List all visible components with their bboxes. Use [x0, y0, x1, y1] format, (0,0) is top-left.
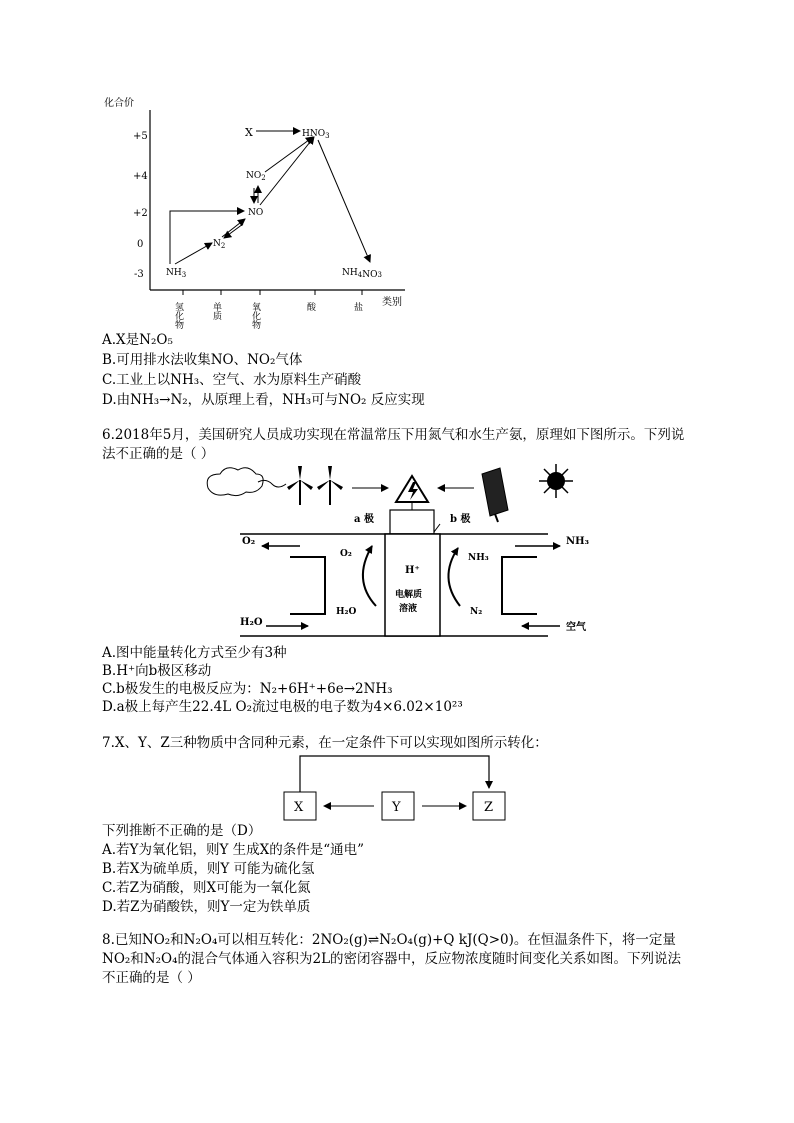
- x-cat-hydride: 氢化物: [173, 302, 183, 329]
- q7-option-a: A.若Y为氧化铝，则Y 生成X的条件是“通电”: [102, 842, 365, 858]
- h2o-in-label: H₂O: [336, 607, 357, 617]
- nh3-in-label: NH₃: [468, 553, 489, 563]
- y-tick: 0: [137, 239, 144, 250]
- y-tick: -3: [134, 269, 144, 280]
- q8-stem: 8.已知NO₂和N₂O₄可以相互转化：2NO₂(g)⇌N₂O₄(g)+Q kJ(Q>0)。在恒温条件下，将一定量NO₂和N₂O₄的混合气体通入容积为2L的密闭容器中，反应物浓度随时间变化关系如图。下列说法不正确的是（ ）: [102, 932, 682, 986]
- nh3-out-label: NH₃: [566, 536, 589, 547]
- n2-in-label: N₂: [470, 607, 483, 617]
- q6-option-d: D.a极上每产生22.4L O₂流过电极的电子数为4×6.02×10²³: [102, 699, 463, 715]
- q5-option-d: D.由NH₃→N₂，从原理上看，NH₃可与NO₂ 反应实现: [102, 392, 425, 408]
- b-pole-label: b 极: [450, 514, 471, 525]
- x-axis-label: 类别: [382, 297, 402, 308]
- x-cat-element: 单质: [211, 302, 221, 320]
- a-pole-label: a 极: [354, 514, 374, 525]
- x-cat-oxide: 氧化物: [250, 302, 260, 329]
- valence-class-chart: [0, 0, 794, 330]
- ammonia-synthesis-diagram: [0, 460, 794, 660]
- hplus-label: H⁺: [405, 565, 420, 576]
- q5-option-a: A.X是N₂O₅: [102, 332, 173, 348]
- electrolyte-label-1: 电解质: [395, 590, 423, 600]
- q6-option-b: B.H⁺向b极区移动: [102, 663, 212, 679]
- o2-in-label: O₂: [340, 549, 352, 559]
- electrolyte-label-2: 溶液: [399, 604, 418, 614]
- air-right-label: 空气: [566, 622, 586, 633]
- y-tick: +4: [133, 171, 148, 182]
- box-y-label: Y: [392, 800, 401, 815]
- sun-icon: [539, 464, 573, 498]
- box-x-label: X: [294, 800, 304, 815]
- solar-panel-icon: [482, 468, 508, 522]
- species-hno3: $HNO_3$: [302, 129, 330, 140]
- q7-prompt: 下列推断不正确的是（D）: [102, 823, 262, 839]
- q6-stem: 6.2018年5月，美国研究人员成功实现在常温常压下用氮气和水生产氨，原理如下图所示。下列说法不正确的是（ ）: [102, 427, 685, 462]
- species-n2: $N_2$: [213, 239, 226, 250]
- y-tick: +2: [133, 208, 148, 219]
- o2-out-label: O₂: [242, 536, 256, 547]
- q7-option-b: B.若X为硫单质，则Y 可能为硫化氢: [102, 861, 315, 877]
- q6-option-c: C.b极发生的电极反应为：N₂+6H⁺+6e→2NH₃: [102, 681, 393, 697]
- high-voltage-icon: [396, 476, 428, 510]
- x-cat-salt: 盐: [352, 302, 362, 311]
- wind-turbine-icon: [287, 466, 343, 505]
- species-no2: $NO_2$: [246, 171, 266, 182]
- y-axis-label: 化合价: [104, 98, 134, 109]
- species-no: NO: [248, 208, 264, 218]
- xyz-conversion-diagram: [0, 748, 794, 828]
- q7-option-d: D.若Z为硝酸铁，则Y一定为铁单质: [102, 899, 311, 915]
- box-z-label: Z: [484, 800, 494, 815]
- q5-option-b: B.可用排水法收集NO、NO₂气体: [102, 352, 303, 368]
- q7-option-c: C.若Z为硝酸，则X可能为一氧化氮: [102, 880, 311, 896]
- y-tick: +5: [133, 131, 148, 142]
- species-x: X: [245, 126, 253, 139]
- q6-option-a: A.图中能量转化方式至少有3种: [102, 645, 287, 661]
- wind-cloud-icon: [207, 468, 286, 496]
- x-cat-acid: 酸: [305, 302, 315, 311]
- species-nh4no3: $NH_4NO3$: [342, 268, 382, 280]
- species-nh3: $NH_3$: [166, 268, 187, 279]
- h2o-left-label: H₂O: [240, 617, 263, 628]
- q5-option-c: C.工业上以NH₃、空气、水为原料生产硝酸: [102, 372, 362, 388]
- q7-stem: 7.X、Y、Z三种物质中含同种元素，在一定条件下可以实现如图所示转化：: [102, 735, 548, 751]
